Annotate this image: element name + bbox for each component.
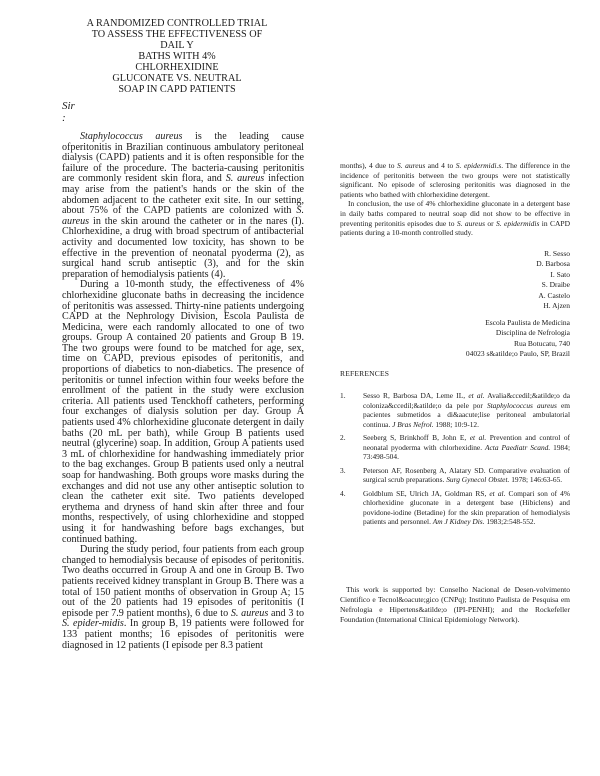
title-line: CHLORHEXIDINE bbox=[135, 62, 219, 73]
salutation-colon: : bbox=[62, 112, 66, 124]
author-name: D. Barbosa bbox=[536, 259, 570, 269]
reference-part: Avalia&ccedil;&atilde;o da coloniza&ccedil;&atilde;o da pele por bbox=[363, 391, 570, 410]
reference-italic: J Bras Nefrol. bbox=[392, 419, 434, 429]
paragraph-text: During the study period, four patients from each group changed to hemodialysis because of episodes of peritonitis. Two deaths occurred in Group A and one in Group B. Two patients received kidney transplant in Group B. There was a total of 150 patient months of observation in Group A; 15 out of the 20 patients had 19 episodes of peritonitis (I episode per 7.9 patient months), 6 due to bbox=[62, 544, 304, 619]
reference-part: Compari son of 4% chlorhexidine gluconate in a detergent base (Hibiclens) and povidone-iodine (Betadine) for the skin preparation of hemodialysis patients and personnel. bbox=[363, 488, 571, 526]
reference-italic: Staphylococcus aureus bbox=[486, 400, 557, 410]
reference-text bbox=[363, 391, 570, 429]
address-line: Escola Paulista de Medicina bbox=[485, 318, 570, 327]
reference-part: 1978; 146:63-65. bbox=[509, 475, 563, 484]
reference-part: Peterson AF, Rosenberg A, Alatary SD. Comparative evaluation of surgical scrub preparations. bbox=[363, 465, 570, 484]
species-name: S. aureus bbox=[230, 607, 269, 619]
author-name: I. Sato bbox=[550, 269, 570, 279]
reference-part: 1988; 10:9-12. bbox=[433, 419, 479, 429]
methods-paragraph: During a 10-month study, the effectiveness of 4% chlorhexidine gluconate baths in decreasing the incidence of peritonitis was assessed. Thirty-nine patients undergoing CAPD at the Nephrology Division, Escola Paulista de Medicina, were each randomly allocated to one of two groups. Group A contained 20 patients and Group B 19. The two groups were found to be matched for age, sex, time on CAPD, previous episodes of peritonitis, and proportions of diabetics to non-diabetics. The presence of peritonitis or tunnel infection within four weeks before the enrollment of the patient in the study were exclusion criteria. All patients used Tenckhoff catheters, performing four exchanges of dialysis solution per day. Group A patients used 4% chlorhexidine gluconate detergent in daily baths (20 mL per bath), while Group B patients used neutral (glycerine) soap. In addition, Group A patients used 3 mL of chlorhexidine for handwashing immediately prior to the bag exchanges. Group B patients used only a neutral soap for handwashing. Both groups wore masks during the exchanges and did not use any other antiseptic solution to clean the catheter exit site. Two patients developed erythema and dryness of hand skin after three and four months, respectively, of using chlorhexidine and stopped using it for handwashing before bags exchanges, but continued bathing. bbox=[62, 279, 304, 545]
title-line: DAIL Y bbox=[160, 40, 194, 51]
paragraph-text: . In group B, 19 patients were followed for 133 patient months; 16 episodes of peritonitis were diagnosed in 12 patients (I episode per 8.3 patient bbox=[62, 618, 304, 651]
reference-italic: Am J Kidney Dis. bbox=[432, 517, 485, 526]
reference-italic: et al. bbox=[489, 488, 506, 498]
reference-item bbox=[337, 391, 570, 429]
title-line: SOAP IN CAPD PATIENTS bbox=[118, 84, 236, 95]
paragraph-text: in CAPD patients during a 10-month controlled study. bbox=[340, 218, 571, 238]
reference-part: Prevention and control of neonatal pyoderma with chlorhexidine. bbox=[363, 433, 570, 452]
reference-text bbox=[363, 489, 570, 527]
paragraph-text: in the skin around the catheter or in the nares (I). Chlorhexidine, a drug with broad spectrum of antibacterial activity and documented low toxicity, has shown to be effective in the prevention of neonatal pyoderma (2), as surgical hand scrub antiseptic (3), and for the skin preparation of hemodialysis patients (4). bbox=[62, 215, 304, 280]
intro-paragraph bbox=[62, 132, 304, 280]
address-line: Rua Botucatu, 740 bbox=[513, 338, 570, 348]
species-name: S. aureus bbox=[225, 173, 265, 185]
paragraph-text: and 4 to bbox=[425, 161, 456, 170]
reference-part: Goldblum SE, Ulrich JA, Goldman RS, bbox=[363, 488, 490, 498]
reference-part: 1983;2:548-552. bbox=[484, 517, 536, 526]
paragraph-text: months), 4 due to bbox=[340, 161, 397, 170]
results-paragraph bbox=[62, 545, 304, 651]
author-name: H. Ajzen bbox=[543, 301, 570, 311]
species-name: S. aureus bbox=[456, 218, 485, 228]
reference-part: Seeberg S, Brinkhoff B, John E, bbox=[363, 433, 470, 442]
species-name: S. aureus bbox=[396, 161, 426, 170]
reference-part: em pacientes submetidos a di&aacute;lise peritoneal ambulatorial continua. bbox=[363, 400, 570, 429]
reference-italic: Surg Gynecol Obstet. bbox=[446, 475, 510, 484]
title-line: BATHS WITH 4% bbox=[138, 51, 216, 62]
address-line: Disciplina de Nefrologia bbox=[495, 328, 570, 338]
article-title bbox=[62, 18, 292, 95]
species-name: S. epidermidis bbox=[496, 218, 540, 228]
author-signatures bbox=[440, 249, 570, 311]
left-column bbox=[62, 100, 304, 651]
paragraph-text: or bbox=[485, 218, 496, 228]
title-line: TO ASSESS THE EFFECTIVENESS OF bbox=[91, 29, 263, 40]
paragraph-text: In conclusion, the use of 4% chlorhexidine gluconate in a detergent base in daily baths compared to neutral soap did not show to be effective in preventing peritonitis episodes due to bbox=[340, 199, 570, 228]
title-line: A RANDOMIZED CONTROLLED TRIAL bbox=[86, 18, 268, 29]
reference-italic: Acta Paediatr Scand. bbox=[485, 442, 551, 452]
author-name: S. Draibe bbox=[541, 280, 570, 290]
right-column bbox=[340, 161, 570, 238]
institution-address bbox=[410, 318, 570, 360]
author-name: R. Sesso bbox=[544, 249, 570, 258]
species-name: S. epidermidi.s bbox=[455, 161, 502, 170]
paragraph-text: . The difference in the incidence of peritonitis between the two groups were not statistically significant. No episode of sclerosing peritonitis was diagnosed in the patients who bathed with chlorhexidine detergent. bbox=[340, 161, 571, 199]
reference-number: 1. bbox=[340, 391, 346, 400]
species-name: S. epider-midis bbox=[62, 618, 124, 630]
reference-item bbox=[337, 433, 570, 462]
reference-part: 1984; 73:498-504. bbox=[363, 442, 570, 461]
reference-part: Sesso R, Barbosa DA, Leme IL, bbox=[363, 391, 469, 400]
salutation-word: Sir bbox=[62, 100, 75, 112]
references-list bbox=[337, 391, 570, 531]
references-heading: REFERENCES bbox=[340, 369, 390, 378]
author-name: A. Castelo bbox=[538, 290, 570, 300]
species-name: S. aureus bbox=[62, 205, 304, 227]
salutation bbox=[62, 100, 304, 124]
reference-number: 2. bbox=[340, 433, 346, 442]
reference-number: 3. bbox=[340, 465, 346, 475]
reference-text bbox=[363, 466, 570, 485]
reference-text bbox=[363, 433, 570, 462]
reference-item bbox=[337, 489, 570, 527]
reference-italic: et al. bbox=[468, 391, 485, 400]
conclusion-paragraph bbox=[340, 199, 570, 237]
title-line: GLUCONATE VS. NEUTRAL bbox=[112, 73, 242, 84]
paragraph-text: and 3 to bbox=[268, 607, 304, 619]
address-line: 04023 s&atilde;o Paulo, SP, Brazil bbox=[465, 349, 570, 359]
reference-item bbox=[337, 466, 570, 485]
paragraph-text: infection may arise from the patient's hands or the skin of the abdomen adjacent to the catheter exit site. In our setting, about 75% of the CAPD patients are colonized with bbox=[62, 173, 305, 217]
species-name: Staphylococcus aureus bbox=[80, 131, 183, 142]
funding-note: This work is supported by: Conselho Nacional de Desen-volvimento Cientifico e Tecnol&oacute;gico (CNPq); Instituto Paulista de Pesquisa em Nefrologia e Hipertens&atilde;o (IPI-PENHI); and the Rockefeller Foundation (International Clinical Epidemiology Network). bbox=[340, 585, 570, 624]
paragraph-text: is the leading cause ofperitonitis in Brazilian continuous ambulatory peritoneal dialysis (CAPD) patients and it is often responsible for the failure of the procedure. The bacteria-causing peritonitis are commonly resident skin flora, and bbox=[62, 131, 304, 185]
reference-italic: et al. bbox=[469, 433, 487, 442]
results-continued-paragraph bbox=[340, 161, 570, 199]
reference-number: 4. bbox=[340, 488, 346, 498]
